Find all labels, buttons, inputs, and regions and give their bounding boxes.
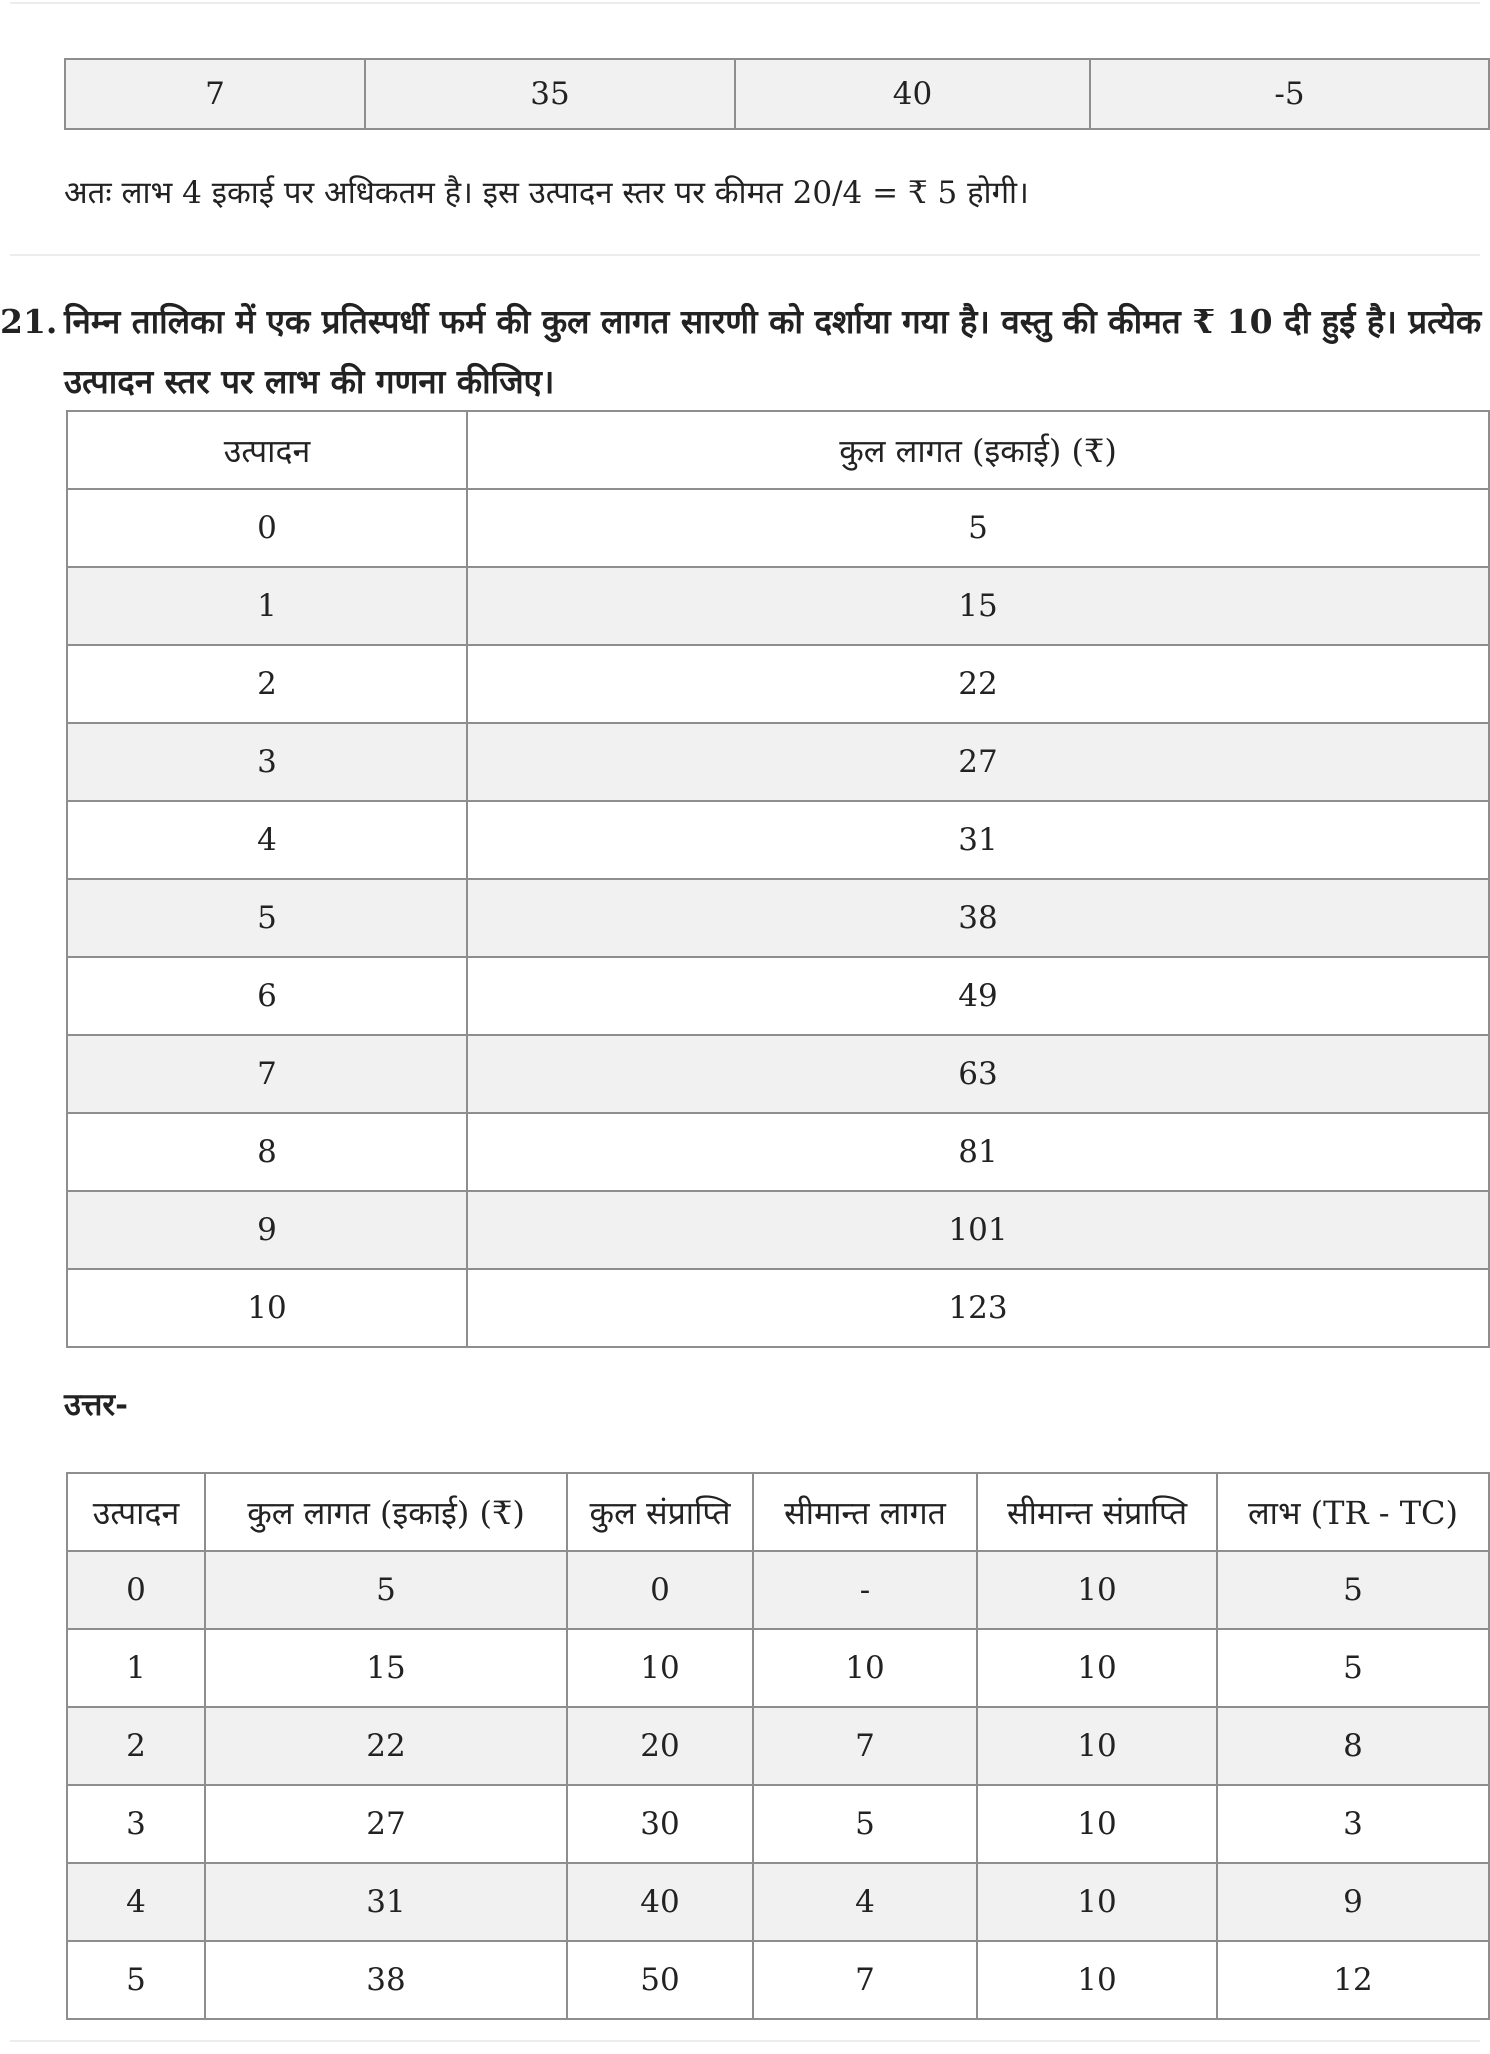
table-cell: 10	[977, 1785, 1217, 1863]
table-cell: 0	[567, 1551, 753, 1629]
table-cell: 7	[67, 1035, 467, 1113]
table-row	[67, 1941, 1489, 2019]
table-row	[67, 1191, 1489, 1269]
header-marginal-cost: सीमान्त लागत	[753, 1473, 977, 1551]
table-header-row	[67, 1473, 1489, 1551]
cost-table	[66, 410, 1490, 1348]
table-cell: 10	[977, 1629, 1217, 1707]
table-row	[67, 489, 1489, 567]
table-row	[67, 1785, 1489, 1863]
table-row	[67, 1551, 1489, 1629]
table-cell: 38	[205, 1941, 567, 2019]
table-cell: 20	[567, 1707, 753, 1785]
table-cell: 22	[467, 645, 1489, 723]
table-row	[67, 645, 1489, 723]
table-cell: 12	[1217, 1941, 1489, 2019]
table-row	[67, 1707, 1489, 1785]
top-divider	[10, 2, 1480, 4]
bottom-divider	[10, 2040, 1480, 2042]
table-row	[67, 1863, 1489, 1941]
table-cell: 27	[467, 723, 1489, 801]
table-cell: 15	[205, 1629, 567, 1707]
table-cell: 31	[467, 801, 1489, 879]
table-cell: 9	[1217, 1863, 1489, 1941]
table-cell: 10	[753, 1629, 977, 1707]
header-profit: लाभ (TR - TC)	[1217, 1473, 1489, 1551]
table-cell: 9	[67, 1191, 467, 1269]
table-cell: 5	[1217, 1551, 1489, 1629]
table-cell: 8	[67, 1113, 467, 1191]
table-cell: 40	[567, 1863, 753, 1941]
header-output: उत्पादन	[67, 1473, 205, 1551]
table-header-row	[67, 411, 1489, 489]
table-cell: 7	[753, 1707, 977, 1785]
question-number: 21.	[0, 302, 58, 341]
table-cell: 10	[977, 1707, 1217, 1785]
table-cell: 31	[205, 1863, 567, 1941]
table-row	[67, 1629, 1489, 1707]
table-cell: 4	[67, 801, 467, 879]
table-cell: 10	[567, 1629, 753, 1707]
table-cell: 35	[365, 59, 735, 129]
table-cell: 8	[1217, 1707, 1489, 1785]
table-cell: 101	[467, 1191, 1489, 1269]
table-cell: 5	[753, 1785, 977, 1863]
table-cell: 50	[567, 1941, 753, 2019]
table-cell: 10	[977, 1863, 1217, 1941]
table-cell: 2	[67, 1707, 205, 1785]
previous-table	[64, 58, 1490, 130]
table-cell: 4	[753, 1863, 977, 1941]
table-cell: 5	[67, 879, 467, 957]
table-cell: 0	[67, 1551, 205, 1629]
header-marginal-revenue: सीमान्त संप्राप्ति	[977, 1473, 1217, 1551]
table-cell: 15	[467, 567, 1489, 645]
table-cell: 30	[567, 1785, 753, 1863]
table-cell: -5	[1090, 59, 1489, 129]
table-row	[67, 567, 1489, 645]
profit-table	[66, 1472, 1490, 2020]
table-cell: 7	[753, 1941, 977, 2019]
table-cell: 6	[67, 957, 467, 1035]
table-cell: 3	[67, 723, 467, 801]
table-cell: 5	[67, 1941, 205, 2019]
header-total-cost: कुल लागत (इकाई) (₹)	[467, 411, 1489, 489]
table-row	[67, 879, 1489, 957]
table-cell: 10	[977, 1551, 1217, 1629]
header-total-cost: कुल लागत (इकाई) (₹)	[205, 1473, 567, 1551]
table-cell: 123	[467, 1269, 1489, 1347]
section-divider	[10, 254, 1480, 256]
question-line-1: निम्न तालिका में एक प्रतिस्पर्धी फर्म की कुल लागत सारणी को दर्शाया गया है। वस्तु की कीमत ₹ 10 दी हुई है। प्रत्येक	[64, 302, 1482, 341]
header-output: उत्पादन	[67, 411, 467, 489]
table-row	[67, 723, 1489, 801]
table-cell: 5	[1217, 1629, 1489, 1707]
table-row	[67, 957, 1489, 1035]
table-cell: 0	[67, 489, 467, 567]
table-cell: 22	[205, 1707, 567, 1785]
table-cell: -	[753, 1551, 977, 1629]
table-row	[67, 801, 1489, 879]
table-cell: 10	[977, 1941, 1217, 2019]
table-cell: 10	[67, 1269, 467, 1347]
table-cell: 5	[205, 1551, 567, 1629]
table-cell: 27	[205, 1785, 567, 1863]
table-row	[65, 59, 1489, 129]
table-cell: 4	[67, 1863, 205, 1941]
table-row	[67, 1113, 1489, 1191]
question-text	[64, 292, 1481, 412]
header-total-revenue: कुल संप्राप्ति	[567, 1473, 753, 1551]
table-cell: 7	[65, 59, 365, 129]
previous-conclusion: अतः लाभ 4 इकाई पर अधिकतम है। इस उत्पादन स्तर पर कीमत 20/4 = ₹ 5 होगी।	[64, 175, 1029, 211]
table-cell: 3	[67, 1785, 205, 1863]
table-cell: 5	[467, 489, 1489, 567]
table-cell: 1	[67, 567, 467, 645]
table-cell: 63	[467, 1035, 1489, 1113]
table-cell: 49	[467, 957, 1489, 1035]
table-cell: 2	[67, 645, 467, 723]
table-row	[67, 1035, 1489, 1113]
question-line-2: उत्पादन स्तर पर लाभ की गणना कीजिए।	[64, 362, 555, 401]
table-cell: 3	[1217, 1785, 1489, 1863]
table-cell: 1	[67, 1629, 205, 1707]
table-cell: 38	[467, 879, 1489, 957]
table-row	[67, 1269, 1489, 1347]
table-cell: 81	[467, 1113, 1489, 1191]
answer-label: उत्तर-	[64, 1387, 128, 1423]
table-cell: 40	[735, 59, 1090, 129]
